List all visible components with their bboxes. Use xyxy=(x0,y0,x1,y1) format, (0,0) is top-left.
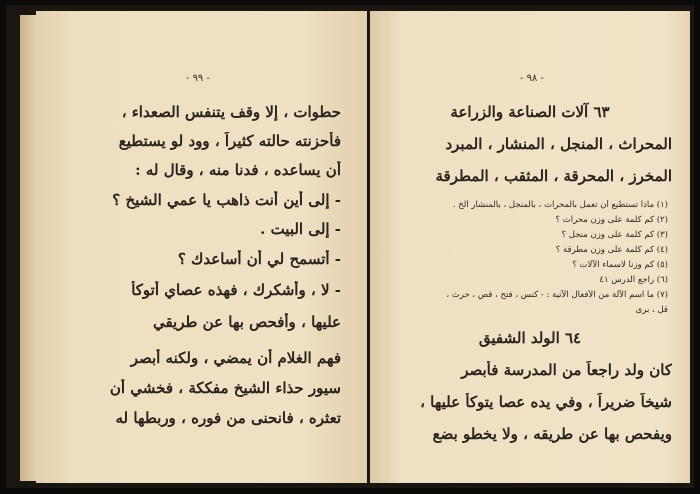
text-line: - لا ، وأشكرك ، فهذه عصاي أتوكأ xyxy=(131,281,341,299)
text-line: فأحزنته حالته كثيراً ، وود لو يستطيع xyxy=(118,132,341,150)
open-book xyxy=(6,5,694,488)
question-line: قل ، برى xyxy=(635,305,668,315)
left-page xyxy=(36,11,367,483)
page-number: - ٩٨ - xyxy=(520,73,544,84)
text-line: شيخاً ضريراً ، وفي يده عصا يتوكأ عليها ، xyxy=(420,393,672,411)
text-line: كان ولد راجعاً من المدرسة فأبصر xyxy=(461,361,672,379)
page-number: - ٩٩ - xyxy=(186,73,210,84)
text-line: حطوات ، إلا وقف يتنفس الصعداء ، xyxy=(121,103,341,121)
question-line: (١) ماذا تستطيع أن تعمل بالمحراث ، بالمنجل ، بالمنشار الخ . xyxy=(452,200,668,210)
right-page xyxy=(370,11,690,483)
text-line: - إلى أين أنت ذاهب يا عمي الشيخ ؟ xyxy=(112,191,341,209)
text-line: - أتسمح لي أن أساعدك ؟ xyxy=(177,250,341,268)
text-line: عليها ، وأفحص بها عن طريقي xyxy=(152,313,341,331)
question-line: (٦) راجع الدرس ٤١ xyxy=(599,275,668,285)
text-line: تعثره ، فانحنى من فوره ، وربطها له xyxy=(115,409,341,427)
lesson-63-title: ٦٣ آلات الصناعة والزراعة xyxy=(450,103,610,121)
text-line: ويفحص بها عن طريقه ، ولا يخطو بضع xyxy=(432,425,672,443)
question-line: (٣) كم كلمة على وزن منجل ؟ xyxy=(561,230,668,240)
question-line: (٤) كم كلمة على وزن مطرقة ؟ xyxy=(555,245,668,255)
text-line: - إلى البيت . xyxy=(260,220,341,238)
word-line: المحراث ، المنجل ، المنشار ، المبرد xyxy=(445,135,672,153)
text-line: سيور حذاء الشيخ مفككة ، فخشي أن xyxy=(109,379,341,397)
word-line: المخرز ، المحرقة ، المثقب ، المطرقة xyxy=(435,167,672,185)
text-line: فهم الغلام أن يمضي ، ولكنه أبصر xyxy=(130,349,341,367)
question-line: (٥) كم وزناً لاسماء الآلات ؟ xyxy=(572,260,668,270)
lesson-64-title: ٦٤ الولد الشفيق xyxy=(478,329,582,347)
question-line: (٢) كم كلمة على وزن محراث ؟ xyxy=(555,215,668,225)
text-line: أن يساعده ، فدنا منه ، وقال له : xyxy=(135,161,341,179)
question-line: (٧) ما اسم الآلة من الأفعال الآتية : - كنس ، فتح ، قص ، حرث ، xyxy=(446,290,668,300)
